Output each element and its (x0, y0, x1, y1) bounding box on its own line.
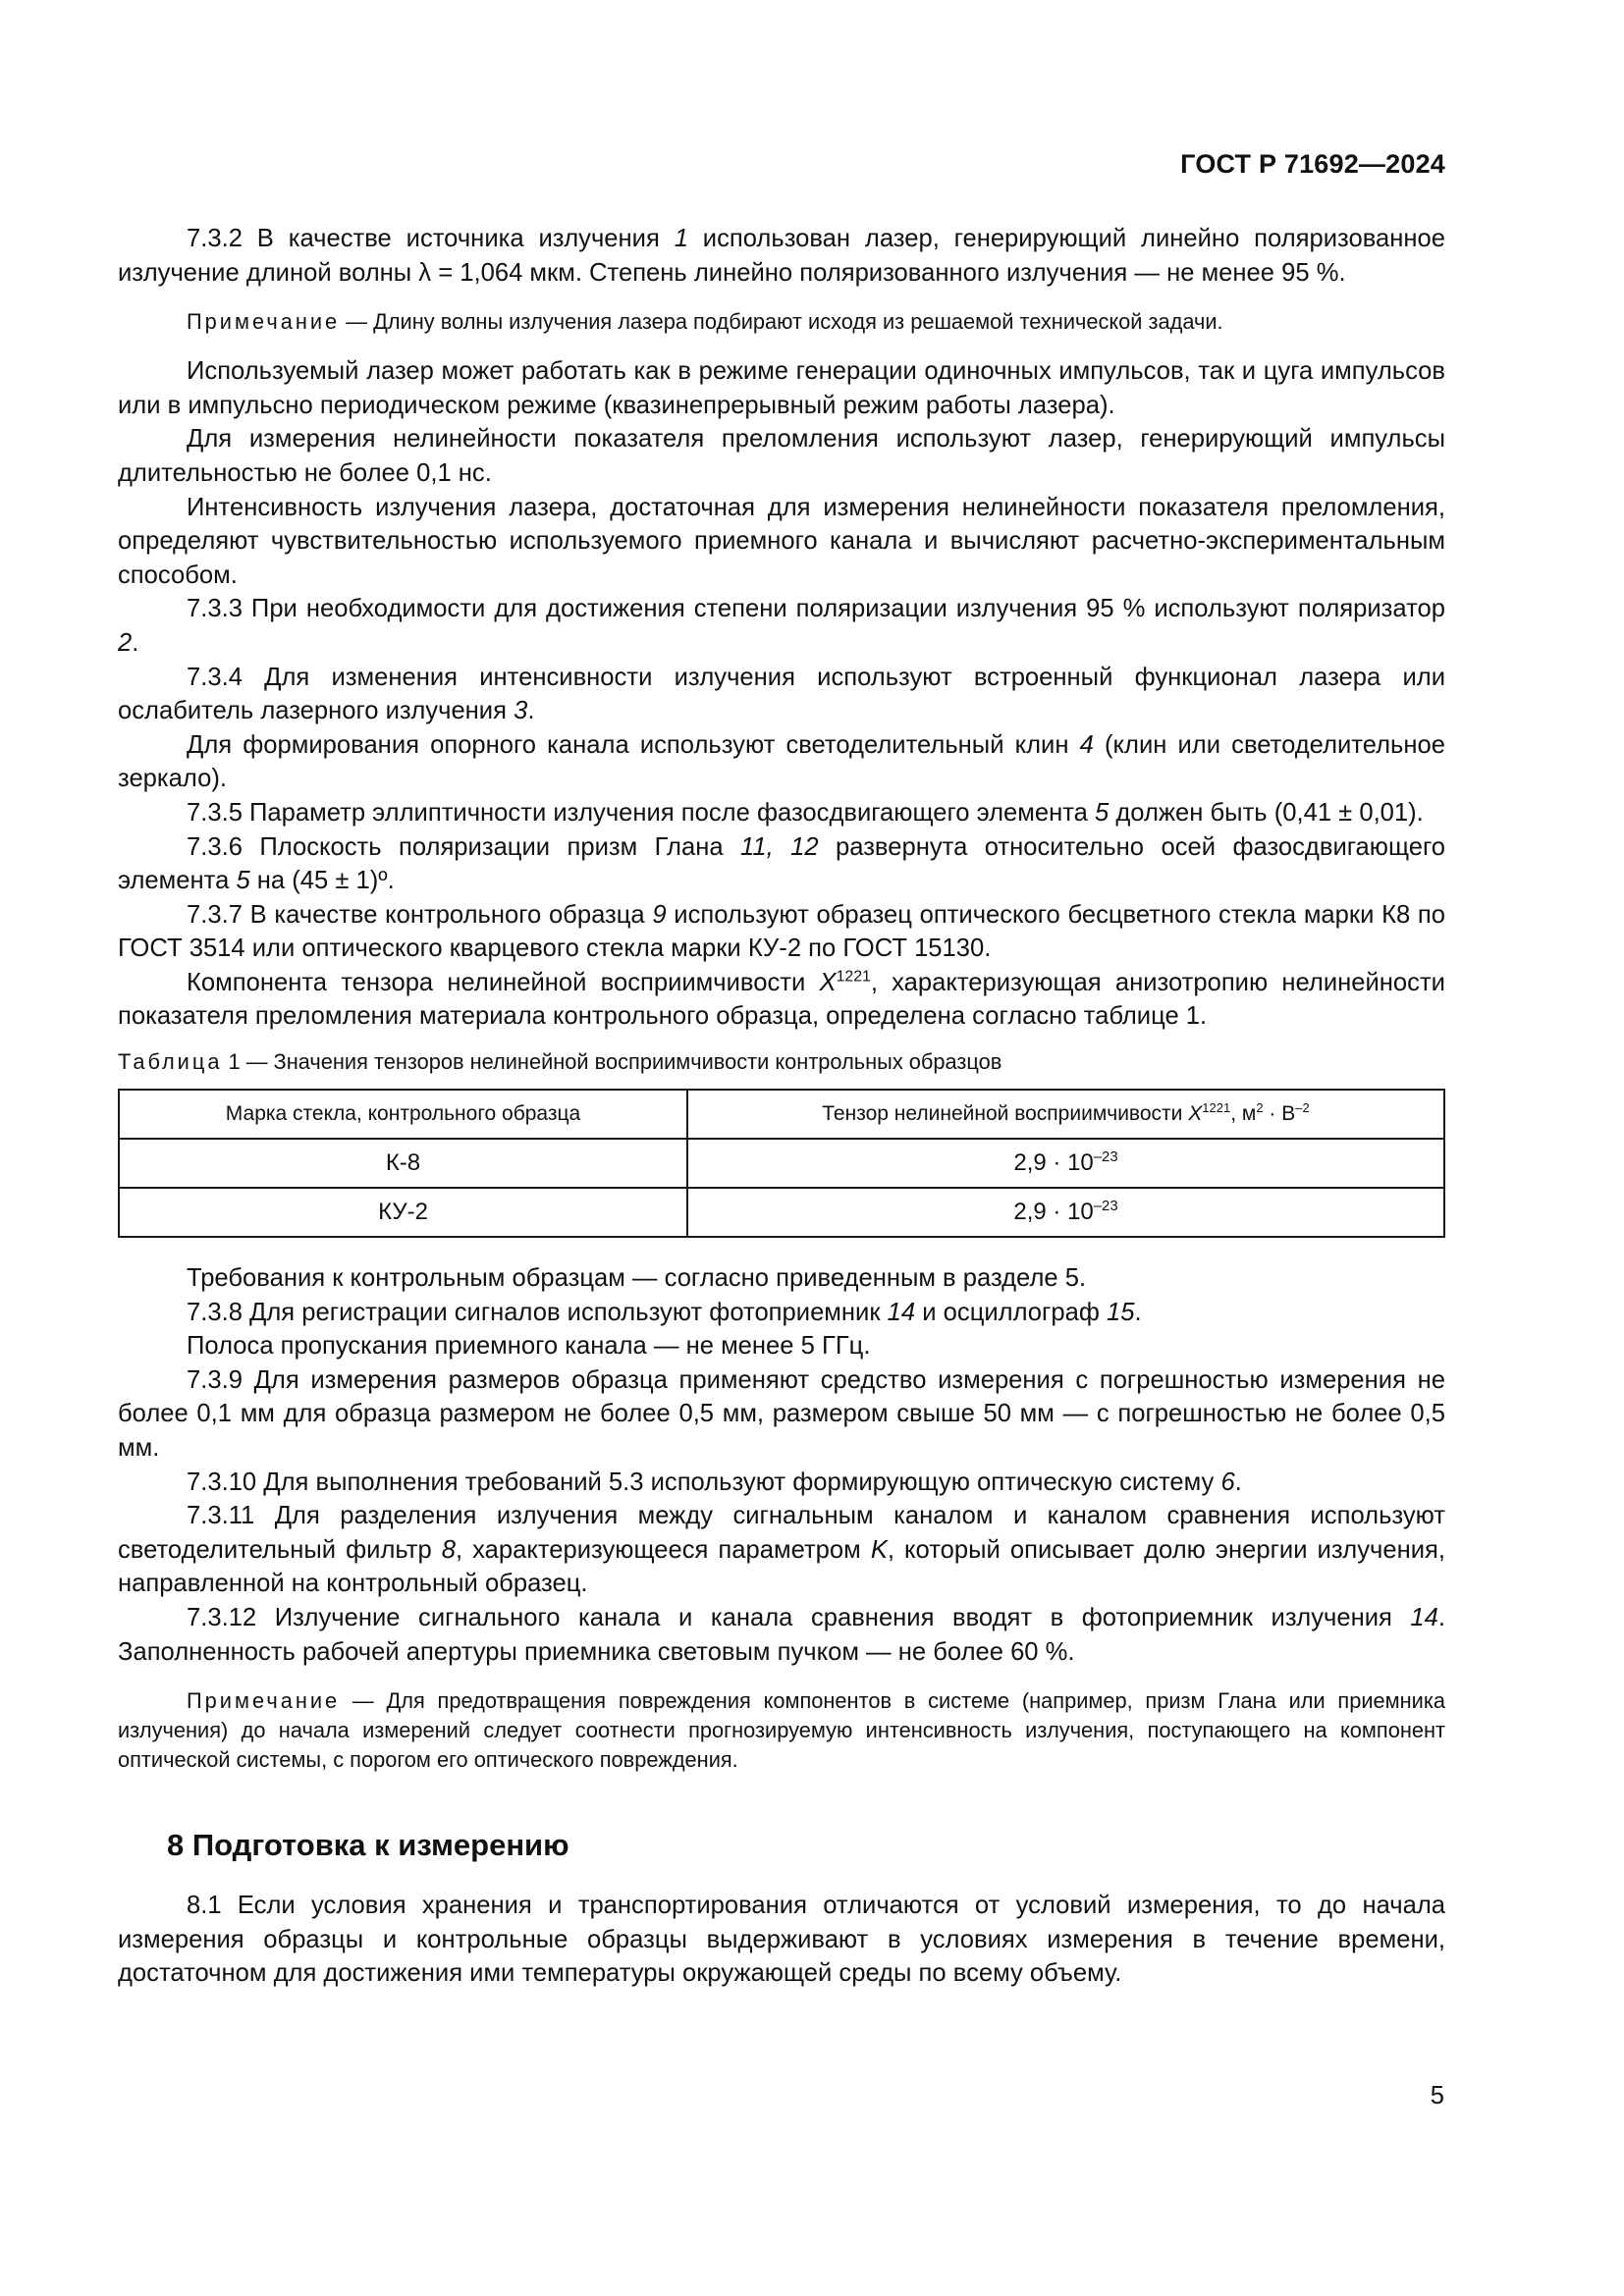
para-7-3-4: 7.3.4 Для изменения интенсивности излучения используют встроенный функционал лазера или ослабитель лазерного излучения 3. (118, 663, 1445, 725)
para-7-3-2: 7.3.2 В качестве источника излучения 1 использован лазер, генерирующий линейно поляризованное излучение длиной волны λ = 1,064 мкм. Степень линейно поляризованного излучения — не менее 95 %. (118, 225, 1445, 287)
para-7-3-7: 7.3.7 В качестве контрольного образца 9 используют образец оптического бесцветного стекла марки К8 по ГОСТ 3514 или оптического кварцевого стекла марки КУ-2 по ГОСТ 15130. (118, 900, 1445, 963)
para-7-3-6: 7.3.6 Плоскость поляризации призм Глана 11, 12 развернута относительно осей фазосдвигающего элемента 5 на (45 ± 1)º. (118, 832, 1445, 895)
note-2: Примечание — Для предотвращения повреждения компонентов в системе (например, призм Глана или приемника излучения) до начала измерений следует соотнести прогнозируемую интенсивность излучения, поступающего на компонент оптической системы, с порогом его оптического повреждения. (118, 1688, 1445, 1773)
para-bandwidth: Полоса пропускания приемного канала — не менее 5 ГГц. (187, 1332, 871, 1361)
para-reference-channel: Для формирования опорного канала используют светоделительный клин 4 (клин или светоделительное зеркало). (118, 730, 1445, 793)
para-7-3-11: 7.3.11 Для разделения излучения между сигнальным каналом и каналом сравнения используют светоделительный фильтр 8, характеризующееся параметром K, который описывает долю энергии излучения, направленной на контрольный образец. (118, 1502, 1445, 1598)
document-body (118, 222, 1445, 1991)
para-laser-modes: Используемый лазер может работать как в режиме генерации одиночных импульсов, так и цуга импульсов или в импульсно периодическом режиме (квазинепрерывный режим работы лазера). (118, 357, 1445, 419)
para-tensor-component: Компонента тензора нелинейной восприимчивости $X^{1221}$, характеризующая анизотропию нелинейности показателя преломления материала контрольного образца, определена согласно таблице 1. (118, 968, 1445, 1031)
para-7-3-8: 7.3.8 Для регистрации сигналов используют фотоприемник 14 и осциллограф 15. (187, 1298, 1142, 1326)
table-header-row (119, 1090, 1444, 1139)
document-header: ГОСТ Р 71692—2024 (1180, 149, 1445, 179)
table-row (119, 1139, 1444, 1188)
table-cell-mark: К-8 (119, 1139, 687, 1188)
para-7-3-10: 7.3.10 Для выполнения требований 5.3 используют формирующую оптическую систему 6. (187, 1468, 1242, 1496)
page-number: 5 (1430, 2082, 1444, 2109)
para-8-1: 8.1 Если условия хранения и транспортирования отличаются от условий измерения, то до начала измерения образцы и контрольные образцы выдерживают в условиях измерения в течение времени, достаточном для достижения ими температуры окружающей среды по всему объему. (118, 1892, 1445, 1988)
table-cell-mark: КУ-2 (119, 1188, 687, 1237)
table-row (119, 1188, 1444, 1237)
para-7-3-5: 7.3.5 Параметр эллиптичности излучения после фазосдвигающего элемента 5 должен быть (0,41 ± 0,01). (187, 798, 1424, 827)
para-sample-requirements: Требования к контрольным образцам — согласно приведенным в разделе 5. (187, 1264, 1087, 1293)
para-7-3-12: 7.3.12 Излучение сигнального канала и канала сравнения вводят в фотоприемник излучения 14. Заполненность рабочей апертуры приемника световым пучком — не более 60 %. (118, 1604, 1445, 1666)
para-intensity: Интенсивность излучения лазера, достаточная для измерения нелинейности показателя преломления, определяют чувствительностью используемого приемного канала и вычисляют расчетно-экспериментальным способом. (118, 493, 1445, 589)
para-7-3-3: 7.3.3 При необходимости для достижения степени поляризации излучения 95 % используют поляризатор 2. (118, 595, 1445, 657)
table-1-caption: Таблица 1 — Значения тензоров нелинейной восприимчивости контрольных образцов (118, 1049, 1002, 1075)
table-header-mark: Марка стекла, контрольного образца (119, 1090, 687, 1139)
table-1 (118, 1089, 1445, 1238)
table-header-tensor: Тензор нелинейной восприимчивости $X^{1221}$, $м^2 \cdot В^{-2}$ (687, 1090, 1444, 1139)
para-laser-pulse: Для измерения нелинейности показателя преломления используют лазер, генерирующий импульсы длительностью не более 0,1 нс. (118, 425, 1445, 487)
table-cell-value: $2,9 \cdot 10^{-23}$ (687, 1188, 1444, 1237)
para-7-3-9: 7.3.9 Для измерения размеров образца применяют средство измерения с погрешностью измерения не более 0,1 мм для образца размером не более 0,5 мм, размером свыше 50 мм — с погрешностью не более 0,5 мм. (118, 1365, 1445, 1463)
section-8-heading: 8 Подготовка к измерению (167, 1828, 569, 1863)
note-1: Примечание — Длину волны излучения лазера подбирают исходя из решаемой технической задачи. (187, 309, 1223, 335)
table-cell-value: $2,9 \cdot 10^{-23}$ (687, 1139, 1444, 1188)
